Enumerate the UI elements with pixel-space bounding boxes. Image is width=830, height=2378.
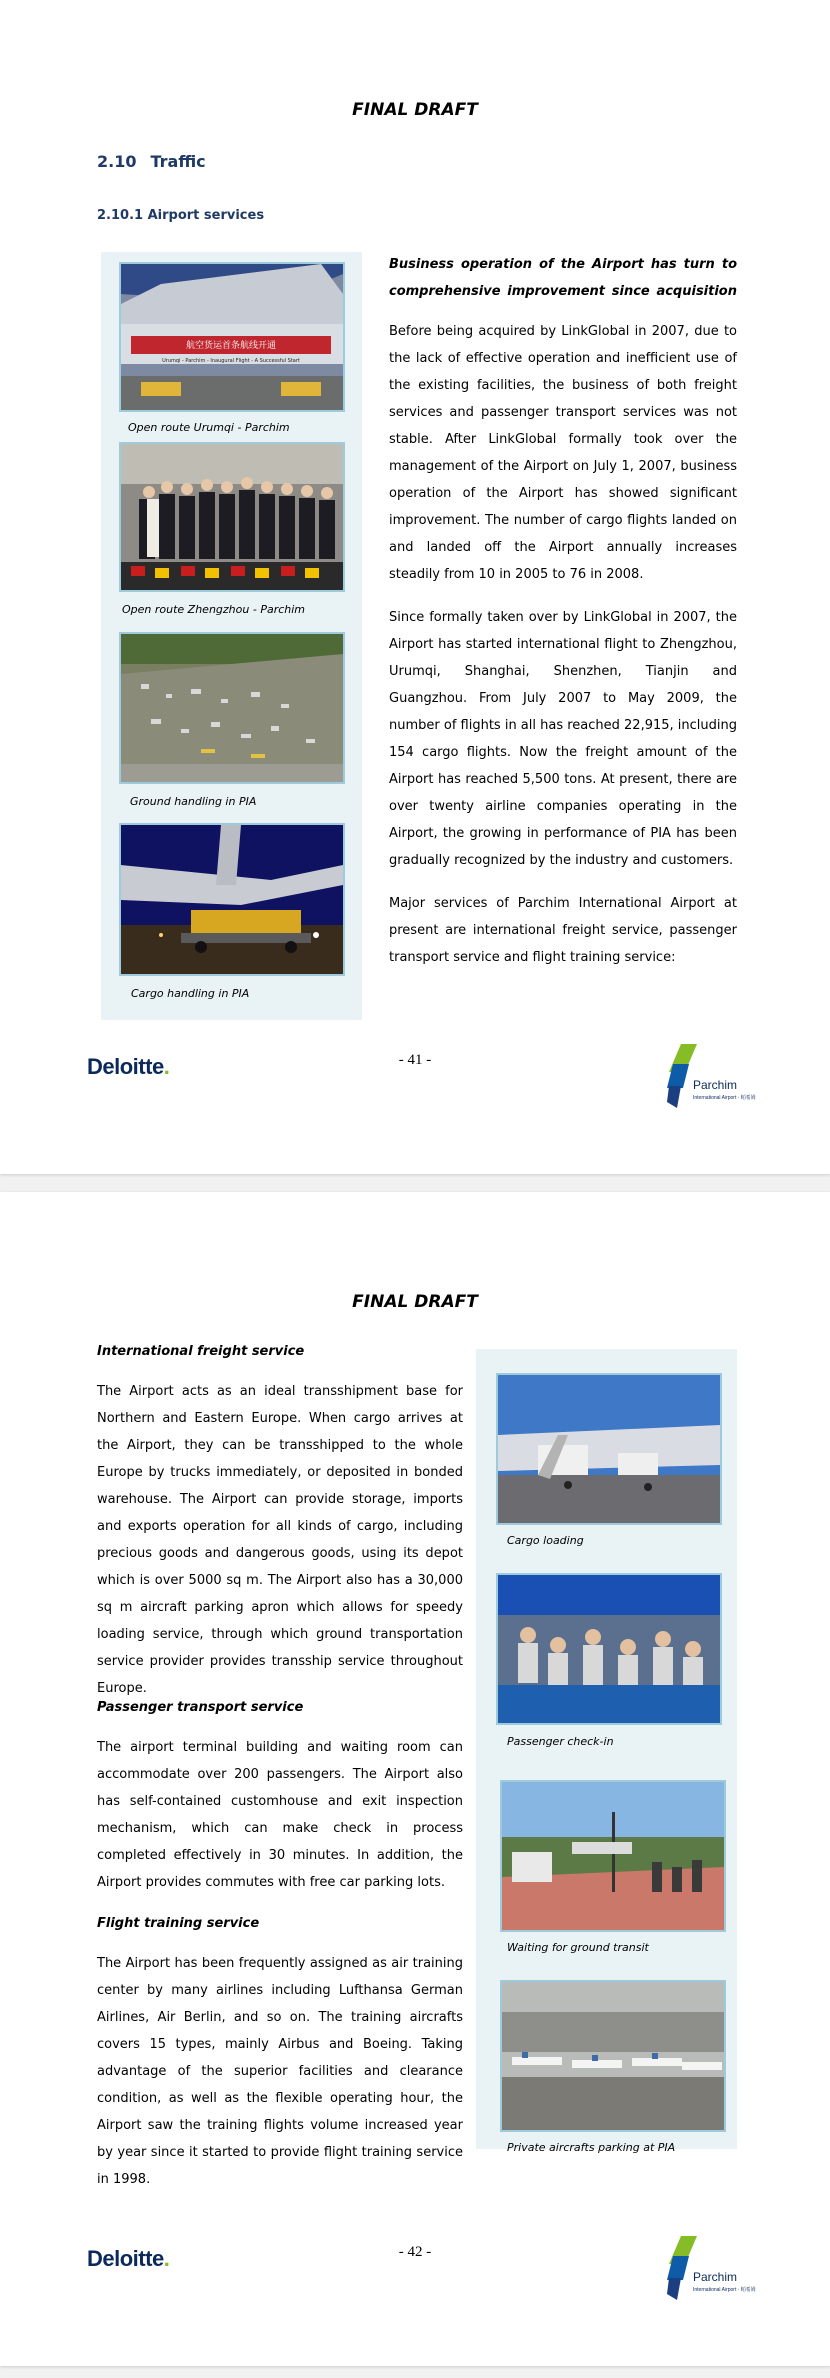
section-title: Traffic: [150, 152, 206, 171]
caption-urumqi: Open route Urumqi - Parchim: [128, 421, 290, 434]
paragraph-1: Before being acquired by LinkGlobal in 2007, due to the lack of effective operation and inefficient use of the existing facilities, the business of both freight services and passenger transport services was not stable. After LinkGlobal formally took over the management of the Airport on July 1, 2007, business operation of the Airport has showed significant improvement. The number of cargo flights landed on and landed off the Airport annually increases steadily from 10 in 2005 to 76 in 2008.: [389, 324, 737, 582]
ground-transit-image: [502, 1782, 724, 1930]
training-paragraph: The Airport has been frequently assigned as air training center by many airlines including Lufthansa German Airlines, Air Berlin, and so on. The training aircrafts covers 15 types, mainly Airbus and Boeing. Taking advantage of the superior facilities and clearance condition, as well as the flexible operating hour, the Airport saw the training flights volume increased year by year since it started to provide flight training service in 1998.: [97, 1956, 463, 2187]
cargo-ceremony-image: [121, 264, 343, 410]
page-header: FINAL DRAFT: [352, 100, 478, 120]
private-aircraft-image: [502, 1982, 724, 2130]
photo-passenger-checkin: [496, 1573, 722, 1725]
caption-private-aircraft: Private aircrafts parking at PIA: [507, 2141, 676, 2154]
photo-private-aircraft: [500, 1980, 726, 2132]
caption-ground-handling: Ground handling in PIA: [130, 795, 257, 808]
passenger-paragraph: The airport terminal building and waiting room can accommodate over 200 passengers. The Airport also has self-contained customhouse and exit inspection mechanism, which can make check in process completed effectively in 30 minutes. In addition, the Airport provides commutes with free car parking lots.: [97, 1740, 463, 1890]
banner-text: 航空货运首条航线开通: [185, 341, 277, 351]
deloitte-logo: Deloitte.: [87, 1054, 170, 1079]
delegation-group-image: [121, 444, 343, 590]
freight-heading: International freight service: [97, 1344, 305, 1359]
page-42: [0, 1192, 830, 2366]
photo-zhengzhou-route: [119, 442, 345, 592]
banner-subtext: Urumqi - Parchim - Inaugural Flight - A Successful Start: [162, 358, 300, 364]
parchim-logo: Parchim International Airport · 帕希姆: [667, 1042, 747, 1112]
parchim-mark-icon: [667, 1042, 697, 1112]
photo-ground-handling: [119, 632, 345, 784]
parchim-mark-icon: [667, 2234, 697, 2304]
passenger-checkin-image: [498, 1575, 720, 1723]
section-number: 2.10: [97, 152, 137, 171]
caption-passenger-checkin: Passenger check-in: [507, 1735, 614, 1748]
parchim-logo: Parchim International Airport · 帕希姆: [667, 2234, 747, 2304]
page-number: - 41 -: [398, 1052, 432, 1068]
page-header: FINAL DRAFT: [352, 1292, 478, 1312]
subsection-heading: 2.10.1 Airport services: [97, 208, 265, 223]
photo-ground-transit: [500, 1780, 726, 1932]
page-number: - 42 -: [398, 2244, 432, 2260]
paragraph-2: Since formally taken over by LinkGlobal in 2007, the Airport has started international flight to Zhengzhou, Urumqi, Shanghai, Shenzhen, Tianjin and Guangzhou. From July 2007 to May 2009, the number of flights in all has reached 22,915, including 154 cargo flights. Now the freight amount of the Airport has reached 5,500 tons. At present, there are over twenty airline companies operating in the Airport, the growing in performance of PIA has been gradually recognized by the industry and customers.: [389, 610, 737, 868]
intro-heading: Business operation of the Airport has turn to comprehensive improvement since acquisition: [389, 257, 737, 299]
photo-cargo-handling: [119, 823, 345, 976]
training-heading: Flight training service: [97, 1916, 260, 1931]
cargo-loading-image: [498, 1375, 720, 1523]
passenger-heading: Passenger transport service: [97, 1700, 304, 1715]
airfield-aerial-image: [121, 634, 343, 782]
page-41: [0, 0, 830, 1174]
caption-zhengzhou: Open route Zhengzhou - Parchim: [122, 603, 306, 616]
photo-urumqi-route: [119, 262, 345, 412]
caption-cargo-handling: Cargo handling in PIA: [131, 987, 250, 1000]
caption-ground-transit: Waiting for ground transit: [507, 1941, 649, 1954]
photo-cargo-loading: [496, 1373, 722, 1525]
section-heading: [97, 152, 206, 171]
freight-paragraph: The Airport acts as an ideal transshipment base for Northern and Eastern Europe. When cargo arrives at the Airport, they can be transshipped to the whole Europe by trucks immediately, or deposited in bonded warehouse. The Airport can provide storage, imports and exports operation for all kinds of cargo, including precious goods and dangerous goods, using its depot which is over 5000 sq m. The Airport also has a 30,000 sq m aircraft parking apron which allows for speedy loading service, through which ground transportation service provider provides transship service throughout Europe.: [97, 1384, 463, 1696]
paragraph-3: Major services of Parchim International Airport at present are international freight service, passenger transport service and flight training service:: [389, 896, 737, 965]
night-cargo-image: [121, 825, 343, 974]
deloitte-logo: Deloitte.: [87, 2246, 170, 2271]
caption-cargo-loading: Cargo loading: [507, 1534, 584, 1547]
